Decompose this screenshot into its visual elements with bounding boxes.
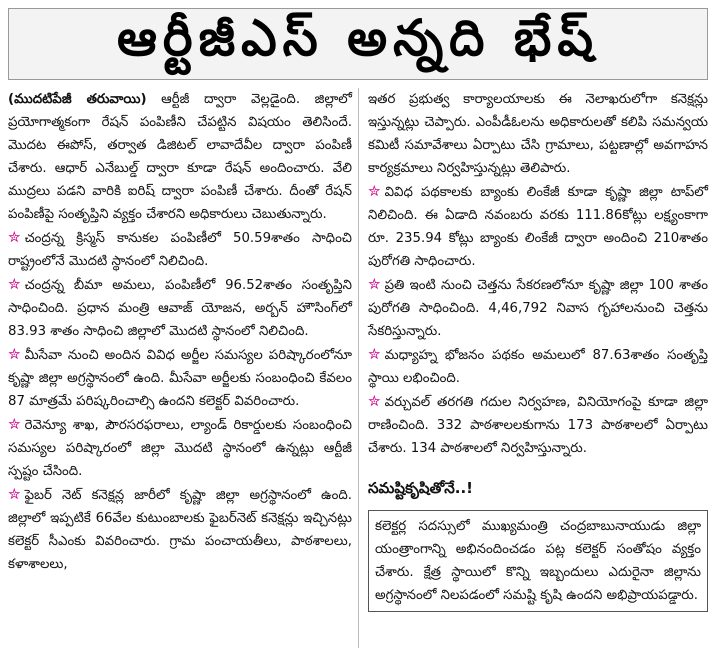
list-item <box>8 483 352 576</box>
star-icon: ✮ <box>8 228 21 246</box>
star-icon: ✮ <box>8 345 21 363</box>
list-item-text: ప్రతి ఇంటి నుంచి చెత్తను సేకరణలోనూ కృష్ణా జిల్లా 100 శాతం పురోగతి సాధించింది. 4,46,792 నివాస గృహాలనుంచి చెత్తను సేకరిస్తున్నారు. <box>368 278 708 339</box>
list-item-text: మధ్యాహ్న భోజనం పథకం అమలులో 87.63శాతం సంతృప్తి స్థాయి లభించింది. <box>368 348 708 386</box>
right-column <box>368 88 708 612</box>
star-icon: ✮ <box>368 182 381 200</box>
list-item-text: వర్చువల్ తరగతి గదుల నిర్వహణ, వినియోగంపై కూడా జిల్లా రాణించింది. 332 పాఠశాలలకుగాను 173 పాఠశాలలో ఏర్పాటు చేశారు. 134 పాఠశాలలో నిర్వహిస్తున్నారు. <box>368 395 708 456</box>
star-icon: ✮ <box>8 485 21 503</box>
star-icon: ✮ <box>368 275 381 293</box>
list-item <box>8 343 352 413</box>
left-column <box>8 88 352 576</box>
list-item-text: మీసేవా నుంచి అందిన వివిధ అర్జీల సమస్యల పరిష్కారంలోనూ కృష్ణా జిల్లా అగ్రస్థానంలో ఉంది. మీసేవా అర్జీలకు సంబంధించి కేవలం 87 మాత్రమే పరిష్కరించాల్సి ఉందని కలెక్టర్ వివరించారు. <box>8 348 352 409</box>
star-icon: ✮ <box>368 345 381 363</box>
list-item <box>368 273 708 343</box>
star-icon: ✮ <box>8 275 21 293</box>
intro-paragraph <box>8 88 352 226</box>
list-item-text: ఫైబర్ నెట్ కనెక్షన్ల జారీలో కృష్ణా జిల్లా అగ్రస్థానంలో ఉంది. జిల్లాలో ఇప్పటికే 66వేల కుటుంబాలకు ఫైబర్‌నెట్ కనెక్షన్లు ఇచ్చినట్లు కలెక్టర్ సీఎంకు వివరించారు. గ్రామ పంచాయతీలు, పాఠశాలలు, కళాశాలలు, <box>8 488 352 572</box>
list-item <box>368 343 708 390</box>
right-intro-paragraph: ఇతర ప్రభుత్వ కార్యాలయాలకు ఈ నెలాఖరులోగా కనెక్షన్లు ఇస్తున్నట్లు చెప్పారు. ఎంపీడీఓలను అధికారులతో కలిపి సమన్వయ కమిటీ సమావేశాలు ఏర్పాటు చేసి గ్రామాలు, పట్టణాల్లో అవగాహన కార్యక్రమాలు నిర్వహిస్తున్నట్లు తెలిపారు. <box>368 92 708 176</box>
headline-banner <box>8 8 708 80</box>
column-divider <box>358 88 359 648</box>
headline: ఆర్టీజీఎస్ అన్నది భేష్ <box>117 8 599 67</box>
intro-text: ఆర్టీజీ ద్వారా వెల్లడైంది. జిల్లాలో ప్రయోగాత్మకంగా రేషన్ పంపిణీని చేపట్టిన విషయం తెలిసిందే. మొదట ఈపోస్, తర్వాత డిజిటల్ లావాదేవీల ద్వారా పంపిణీ చేశారు. ఆధార్ ఎనేబుల్డ్ ద్వారా కూడా రేషన్ అందించారు. వేలి ముద్రలు పడని వారికి ఐరిష్ ద్వారా పంపిణీ చేశారు. దీంతో రేషన్ పంపిణీపై సంతృప్తిని వ్యక్తం చేశారని అధికారులు చెబుతున్నారు. <box>8 92 352 222</box>
list-item <box>368 180 708 273</box>
list-item <box>368 390 708 460</box>
list-item <box>8 273 352 343</box>
list-item-text: చంద్రన్న బీమా అమలు, పంపిణీలో 96.52శాతం సంతృప్తిని సాధించింది. ప్రధాన మంత్రి ఆవాజ్ యోజన, అర్బన్ హౌసింగ్‌లో 83.93 శాతం సాధించి జిల్లాలో మొదటి స్థానంలో నిలిచింది. <box>8 278 352 339</box>
list-item <box>8 226 352 273</box>
star-icon: ✮ <box>8 415 21 433</box>
list-item-text: రెవెన్యూ శాఖ, పౌరసరఫరాలు, ల్యాండ్ రికార్డులకు సంబంధించి సమస్యల పరిష్కారంలో జిల్లా మొదటి స్థానంలో ఉన్నట్లు ఆర్టీజీ స్పష్టం చేసింది. <box>8 418 352 479</box>
continuation-kicker: (ముదటిపేజీ తరువాయి) <box>8 92 147 107</box>
closing-paragraph: కలెక్టర్ల సదస్సులో ముఖ్యమంత్రి చంద్రబాబునాయుడు జిల్లా యంత్రాంగాన్ని అభినందించడం పట్ల కలెక్టర్ సంతోషం వ్యక్తం చేశారు. క్షేత్ర స్థాయిలో కొన్ని ఇబ్బందులు ఎదురైనా జిల్లాను అగ్రస్థానంలో నిలపడంలో సమష్టి కృషి ఉందని అభిప్రాయపడ్డారు. <box>368 510 708 612</box>
star-icon: ✮ <box>368 392 381 410</box>
list-item-text: చంద్రన్న క్రిస్మస్ కానుకల పంపిణీలో 50.59శాతం సాధించి రాష్ట్రంలోనే మొదటి స్థానంలో నిలిచింది. <box>8 231 352 269</box>
list-item-text: వివిధ పథకాలకు బ్యాంకు లింకేజీ కూడా కృష్ణా జిల్లా టాప్‌లో నిలిచింది. ఈ ఏడాది నవంబరు వరకు 111.86కోట్లు లక్ష్యంకాగా రూ. 235.94 కోట్లు బ్యాంకు లింకేజీ ద్వారా అందించి 210శాతం పురోగతి సాధించారు. <box>368 185 708 269</box>
section-subhead: సమష్టికృషితోనే..! <box>368 479 474 497</box>
list-item <box>8 413 352 483</box>
